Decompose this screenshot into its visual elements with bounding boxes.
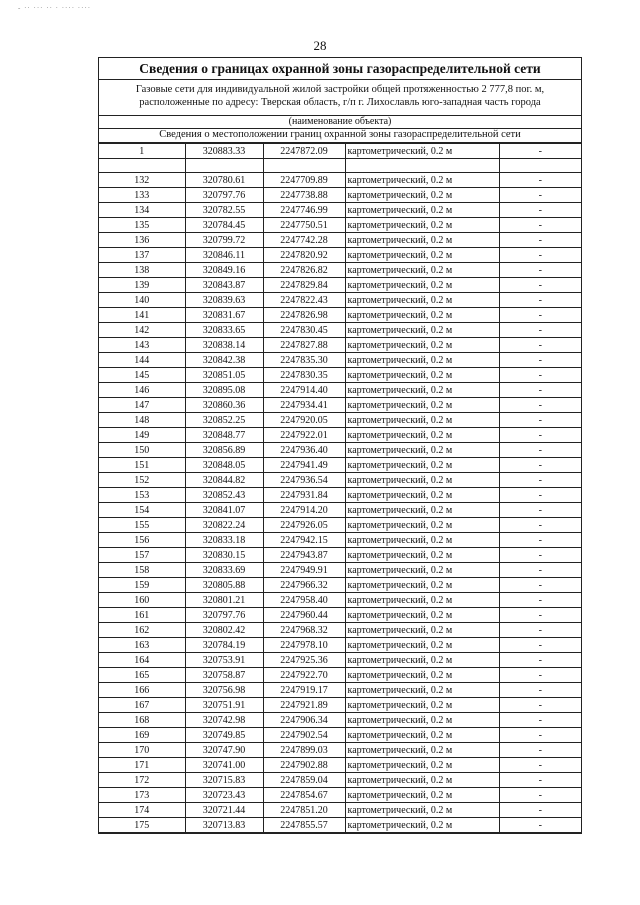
table-row [99,428,581,443]
y-coordinate: 2247936.54 [263,473,345,488]
x-coordinate: 320723.43 [185,788,263,803]
method-accuracy: картометрический, 0.2 м [345,668,499,683]
description: - [499,368,581,383]
description: - [499,623,581,638]
description: - [499,533,581,548]
method-accuracy: картометрический, 0.2 м [345,323,499,338]
x-coordinate: 320838.14 [185,338,263,353]
y-coordinate: 2247746.99 [263,203,345,218]
description: - [499,383,581,398]
method-accuracy: картометрический, 0.2 м [345,503,499,518]
method-accuracy: картометрический, 0.2 м [345,278,499,293]
coordinates-table-gap [99,159,581,173]
point-number: 147 [99,398,185,413]
description: - [499,278,581,293]
x-coordinate: 320782.55 [185,203,263,218]
point-number: 145 [99,368,185,383]
description: - [499,398,581,413]
x-coordinate: 320895.08 [185,383,263,398]
x-coordinate: 320844.82 [185,473,263,488]
x-coordinate: 320799.72 [185,233,263,248]
table-row [99,803,581,818]
y-coordinate: 2247922.01 [263,428,345,443]
table-row [99,773,581,788]
table-row [99,353,581,368]
point-number: 170 [99,743,185,758]
point-number: 157 [99,548,185,563]
point-number: 166 [99,683,185,698]
point-number: 141 [99,308,185,323]
y-coordinate: 2247820.92 [263,248,345,263]
y-coordinate: 2247826.82 [263,263,345,278]
table-row [99,323,581,338]
table-row [99,578,581,593]
table-row [99,548,581,563]
method-accuracy: картометрический, 0.2 м [345,518,499,533]
method-accuracy: картометрический, 0.2 м [345,248,499,263]
boundary-document [98,57,582,834]
table-row [99,398,581,413]
table-row [99,188,581,203]
point-number: 167 [99,698,185,713]
table-row [99,458,581,473]
x-coordinate: 320741.00 [185,758,263,773]
y-coordinate: 2247921.89 [263,698,345,713]
table-row [99,608,581,623]
x-coordinate: 320747.90 [185,743,263,758]
table-row [99,638,581,653]
table-row [99,263,581,278]
method-accuracy: картометрический, 0.2 м [345,623,499,638]
x-coordinate: 320833.69 [185,563,263,578]
point-number: 136 [99,233,185,248]
description: - [499,548,581,563]
y-coordinate: 2247859.04 [263,773,345,788]
method-accuracy: картометрический, 0.2 м [345,144,499,159]
method-accuracy: картометрический, 0.2 м [345,218,499,233]
y-coordinate: 2247922.70 [263,668,345,683]
table-row [99,818,581,833]
point-number: 172 [99,773,185,788]
table-row [99,338,581,353]
method-accuracy: картометрический, 0.2 м [345,728,499,743]
y-coordinate: 2247742.28 [263,233,345,248]
y-coordinate: 2247709.89 [263,173,345,188]
point-number: 152 [99,473,185,488]
description: - [499,308,581,323]
x-coordinate: 320721.44 [185,803,263,818]
description: - [499,668,581,683]
point-number: 150 [99,443,185,458]
table-row [99,713,581,728]
table-row [99,383,581,398]
y-coordinate: 2247914.40 [263,383,345,398]
table-row [99,668,581,683]
description: - [499,338,581,353]
method-accuracy: картометрический, 0.2 м [345,203,499,218]
blank-row [99,159,581,173]
x-coordinate: 320713.83 [185,818,263,833]
method-accuracy: картометрический, 0.2 м [345,773,499,788]
table-row [99,413,581,428]
y-coordinate: 2247902.54 [263,728,345,743]
point-number: 144 [99,353,185,368]
x-coordinate: 320802.42 [185,623,263,638]
y-coordinate: 2247960.44 [263,608,345,623]
point-number: 159 [99,578,185,593]
location-title: Сведения о местоположении границ охранной зоны газораспределительной сети [99,129,581,143]
description: - [499,743,581,758]
x-coordinate: 320842.38 [185,353,263,368]
point-number: 154 [99,503,185,518]
coordinates-table [99,143,581,833]
x-coordinate: 320852.43 [185,488,263,503]
method-accuracy: картометрический, 0.2 м [345,533,499,548]
x-coordinate: 320784.19 [185,638,263,653]
y-coordinate: 2247830.35 [263,368,345,383]
table-row [99,278,581,293]
description: - [499,443,581,458]
point-number: 133 [99,188,185,203]
method-accuracy: картометрический, 0.2 м [345,458,499,473]
table-row [99,473,581,488]
point-number: 153 [99,488,185,503]
y-coordinate: 2247968.32 [263,623,345,638]
x-coordinate: 320805.88 [185,578,263,593]
y-coordinate: 2247902.88 [263,758,345,773]
method-accuracy: картометрический, 0.2 м [345,398,499,413]
y-coordinate: 2247925.36 [263,653,345,668]
x-coordinate: 320851.05 [185,368,263,383]
y-coordinate: 2247949.91 [263,563,345,578]
y-coordinate: 2247914.20 [263,503,345,518]
description: - [499,518,581,533]
y-coordinate: 2247835.30 [263,353,345,368]
description: - [499,758,581,773]
x-coordinate: 320780.61 [185,173,263,188]
y-coordinate: 2247829.84 [263,278,345,293]
description: - [499,218,581,233]
point-number: 139 [99,278,185,293]
x-coordinate: 320831.67 [185,308,263,323]
method-accuracy: картометрический, 0.2 м [345,803,499,818]
point-number: 137 [99,248,185,263]
description: - [499,413,581,428]
point-number: 158 [99,563,185,578]
point-number: 151 [99,458,185,473]
table-row [99,623,581,638]
description: - [499,428,581,443]
method-accuracy: картометрический, 0.2 м [345,608,499,623]
point-number: 155 [99,518,185,533]
point-number: 132 [99,173,185,188]
description: - [499,713,581,728]
description: - [499,578,581,593]
table-row [99,173,581,188]
object-name-line2: расположенные по адресу: Тверская область, г/п г. Лихославль юго-западная часть города [139,97,541,108]
description: - [499,803,581,818]
x-coordinate: 320742.98 [185,713,263,728]
point-number: 171 [99,758,185,773]
method-accuracy: картометрический, 0.2 м [345,173,499,188]
x-coordinate: 320749.85 [185,728,263,743]
method-accuracy: картометрический, 0.2 м [345,713,499,728]
point-number: 135 [99,218,185,233]
y-coordinate: 2247958.40 [263,593,345,608]
description: - [499,188,581,203]
table-row [99,533,581,548]
table-row [99,248,581,263]
method-accuracy: картометрический, 0.2 м [345,818,499,833]
point-number: 163 [99,638,185,653]
method-accuracy: картометрический, 0.2 м [345,473,499,488]
method-accuracy: картометрический, 0.2 м [345,743,499,758]
point-number: 168 [99,713,185,728]
description: - [499,773,581,788]
table-row [99,203,581,218]
description: - [499,473,581,488]
table-row [99,488,581,503]
description: - [499,293,581,308]
description: - [499,144,581,159]
point-number: 175 [99,818,185,833]
y-coordinate: 2247942.15 [263,533,345,548]
description: - [499,353,581,368]
x-coordinate: 320833.65 [185,323,263,338]
method-accuracy: картометрический, 0.2 м [345,293,499,308]
y-coordinate: 2247966.32 [263,578,345,593]
x-coordinate: 320822.24 [185,518,263,533]
x-coordinate: 320751.91 [185,698,263,713]
x-coordinate: 320756.98 [185,683,263,698]
table-row [99,758,581,773]
description: - [499,173,581,188]
method-accuracy: картометрический, 0.2 м [345,353,499,368]
method-accuracy: картометрический, 0.2 м [345,563,499,578]
point-number: 148 [99,413,185,428]
method-accuracy: картометрический, 0.2 м [345,428,499,443]
y-coordinate: 2247827.88 [263,338,345,353]
method-accuracy: картометрический, 0.2 м [345,788,499,803]
method-accuracy: картометрический, 0.2 м [345,578,499,593]
y-coordinate: 2247826.98 [263,308,345,323]
description: - [499,458,581,473]
point-number: 156 [99,533,185,548]
method-accuracy: картометрический, 0.2 м [345,698,499,713]
method-accuracy: картометрический, 0.2 м [345,308,499,323]
description: - [499,728,581,743]
page-number: 28 [313,38,327,53]
object-name-caption: (наименование объекта) [99,116,581,129]
x-coordinate: 320797.76 [185,608,263,623]
x-coordinate: 320839.63 [185,293,263,308]
y-coordinate: 2247934.41 [263,398,345,413]
point-number: 164 [99,653,185,668]
y-coordinate: 2247851.20 [263,803,345,818]
x-coordinate: 320758.87 [185,668,263,683]
y-coordinate: 2247943.87 [263,548,345,563]
point-number: 149 [99,428,185,443]
table-row [99,788,581,803]
x-coordinate: 320830.15 [185,548,263,563]
description: - [499,488,581,503]
method-accuracy: картометрический, 0.2 м [345,683,499,698]
table-row [99,503,581,518]
coordinates-table-body [99,173,581,833]
description: - [499,653,581,668]
y-coordinate: 2247899.03 [263,743,345,758]
y-coordinate: 2247941.49 [263,458,345,473]
description: - [499,563,581,578]
x-coordinate: 320833.18 [185,533,263,548]
x-coordinate: 320848.05 [185,458,263,473]
description: - [499,638,581,653]
point-number: 174 [99,803,185,818]
description: - [499,788,581,803]
y-coordinate: 2247931.84 [263,488,345,503]
method-accuracy: картометрический, 0.2 м [345,413,499,428]
table-row [99,518,581,533]
y-coordinate: 2247926.05 [263,518,345,533]
table-row [99,683,581,698]
table-row [99,233,581,248]
x-coordinate: 320849.16 [185,263,263,278]
x-coordinate: 320843.87 [185,278,263,293]
y-coordinate: 2247855.57 [263,818,345,833]
y-coordinate: 2247919.17 [263,683,345,698]
table-row [99,443,581,458]
y-coordinate: 2247822.43 [263,293,345,308]
method-accuracy: картометрический, 0.2 м [345,488,499,503]
x-coordinate: 320797.76 [185,188,263,203]
description: - [499,233,581,248]
x-coordinate: 320841.07 [185,503,263,518]
method-accuracy: картометрический, 0.2 м [345,593,499,608]
point-number: 138 [99,263,185,278]
method-accuracy: картометрический, 0.2 м [345,338,499,353]
x-coordinate: 320784.45 [185,218,263,233]
y-coordinate: 2247854.67 [263,788,345,803]
y-coordinate: 2247978.10 [263,638,345,653]
method-accuracy: картометрический, 0.2 м [345,383,499,398]
description: - [499,248,581,263]
y-coordinate: 2247738.88 [263,188,345,203]
point-number: 146 [99,383,185,398]
y-coordinate: 2247920.05 [263,413,345,428]
object-name-line1: Газовые сети для индивидуальной жилой застройки общей протяженностью 2 777,8 пог. м, [135,84,545,95]
point-number: 160 [99,593,185,608]
object-name [99,80,581,116]
point-number: 134 [99,203,185,218]
method-accuracy: картометрический, 0.2 м [345,443,499,458]
scan-header-marks: - ·· ··· ·· · ···· ···· [18,4,92,12]
table-row [99,368,581,383]
description: - [499,503,581,518]
description: - [499,323,581,338]
point-number: 143 [99,338,185,353]
method-accuracy: картометрический, 0.2 м [345,758,499,773]
point-number: 173 [99,788,185,803]
description: - [499,593,581,608]
point-number: 161 [99,608,185,623]
y-coordinate: 2247906.34 [263,713,345,728]
table-row [99,293,581,308]
y-coordinate: 2247830.45 [263,323,345,338]
point-number: 165 [99,668,185,683]
point-number: 140 [99,293,185,308]
description: - [499,818,581,833]
x-coordinate: 320860.36 [185,398,263,413]
x-coordinate: 320801.21 [185,593,263,608]
y-coordinate: 2247750.51 [263,218,345,233]
point-number: 142 [99,323,185,338]
coordinates-table-top [99,144,581,159]
section-title: Сведения о границах охранной зоны газораспределительной сети [99,58,581,80]
description: - [499,203,581,218]
method-accuracy: картометрический, 0.2 м [345,188,499,203]
method-accuracy: картометрический, 0.2 м [345,263,499,278]
description: - [499,263,581,278]
method-accuracy: картометрический, 0.2 м [345,233,499,248]
table-row [99,563,581,578]
table-row [99,218,581,233]
description: - [499,683,581,698]
y-coordinate: 2247936.40 [263,443,345,458]
point-number: 169 [99,728,185,743]
x-coordinate: 320883.33 [185,144,263,159]
table-row [99,743,581,758]
method-accuracy: картометрический, 0.2 м [345,368,499,383]
table-row [99,144,581,159]
method-accuracy: картометрический, 0.2 м [345,653,499,668]
table-row [99,593,581,608]
point-number: 1 [99,144,185,159]
x-coordinate: 320856.89 [185,443,263,458]
method-accuracy: картометрический, 0.2 м [345,548,499,563]
table-row [99,698,581,713]
table-row [99,653,581,668]
x-coordinate: 320715.83 [185,773,263,788]
x-coordinate: 320846.11 [185,248,263,263]
point-number: 162 [99,623,185,638]
description: - [499,608,581,623]
y-coordinate: 2247872.09 [263,144,345,159]
x-coordinate: 320753.91 [185,653,263,668]
description: - [499,698,581,713]
x-coordinate: 320852.25 [185,413,263,428]
x-coordinate: 320848.77 [185,428,263,443]
table-row [99,728,581,743]
table-row [99,308,581,323]
method-accuracy: картометрический, 0.2 м [345,638,499,653]
